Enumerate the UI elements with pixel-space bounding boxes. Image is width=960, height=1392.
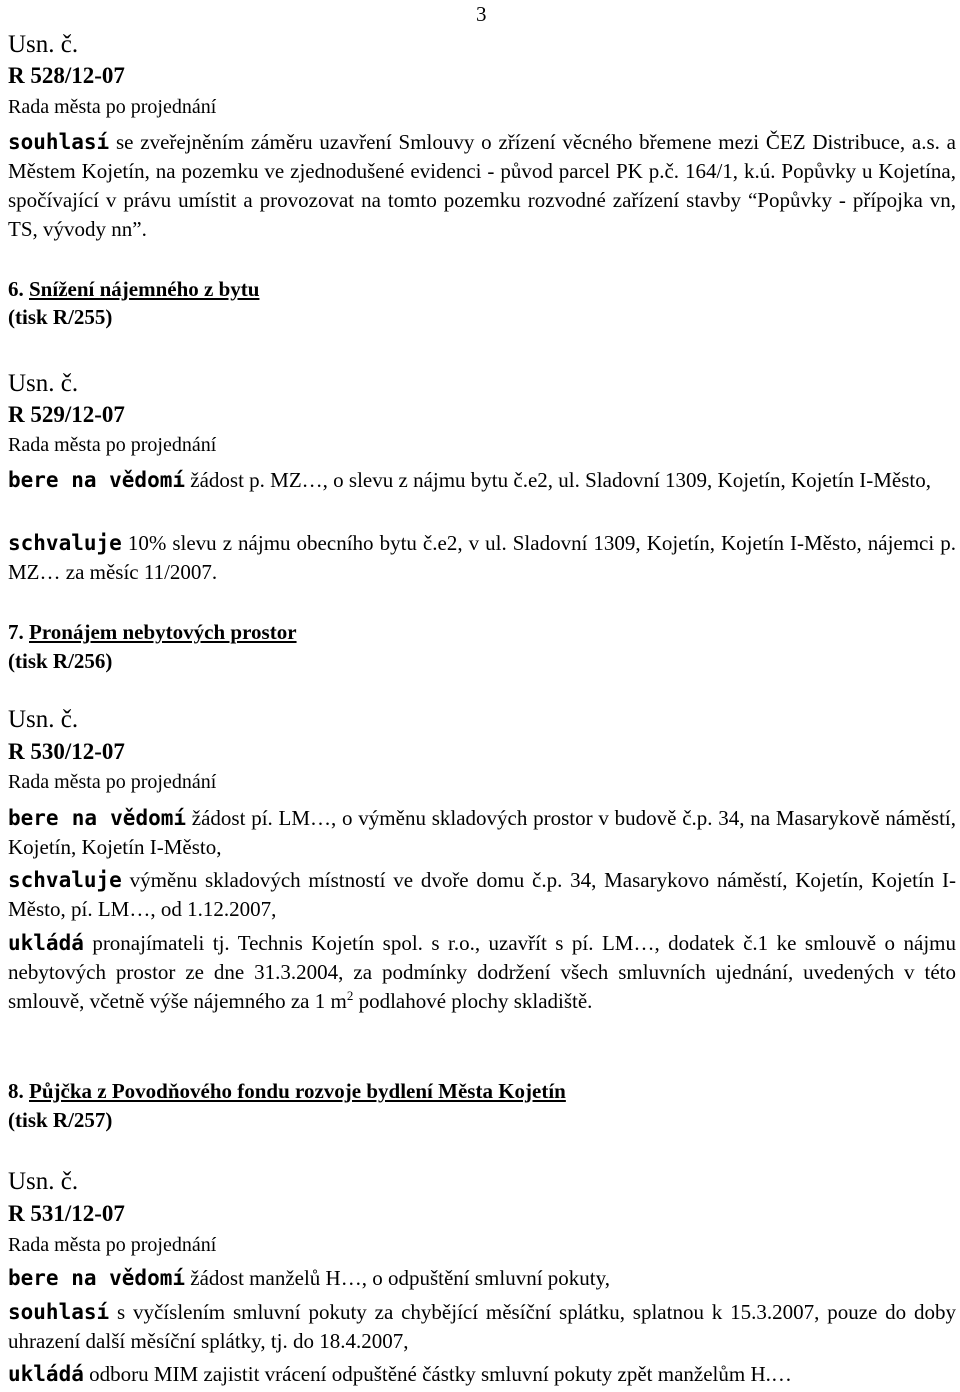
print-reference: (tisk R/256) (8, 649, 113, 673)
paragraph-text: žádost pí. LM…, o výměnu skladových prostor v budově č.p. 34, na Masarykově náměstí, Kojetín, Kojetín I-Město, (8, 806, 956, 859)
paragraph-text: žádost p. MZ…, o slevu z nájmu bytu č.e2, ul. Sladovní 1309, Kojetín, Kojetín I-Město, (185, 468, 931, 492)
keyword-bere-na-vedomi: bere na vědomí (8, 806, 187, 830)
paragraph-text: výměnu skladových místností ve dvoře domu č.p. 34, Masarykovo náměstí, Kojetín, Kojetín I-Město, pí. LM…, od 1.12.2007, (8, 868, 956, 921)
paragraph-text: odboru MIM zajistit vrácení odpuštěné částky smluvní pokuty zpět manželům H.… (83, 1362, 792, 1386)
keyword-souhlasi: souhlasí (8, 1300, 110, 1324)
resolution-paragraph (8, 804, 956, 862)
paragraph-text: pronajímateli tj. Technis Kojetín spol. s r.o., uzavřít s pí. LM…, dodatek č.1 ke smlouvě o nájmu nebytových prostor ze dne 31.3.2004, za podmínky dodržení všech smluvních ujednání, uvedených v této smlouvě, včetně výše nájemného za 1 m (8, 931, 956, 1013)
section-number: 7. (8, 620, 29, 644)
council-intro: Rada města po projednání (8, 96, 217, 118)
keyword-schvaluje: schvaluje (8, 531, 122, 555)
keyword-bere-na-vedomi: bere na vědomí (8, 1266, 186, 1290)
section-title: Pronájem nebytových prostor (29, 620, 297, 644)
resolution-number: R 528/12-07 (8, 63, 125, 88)
resolution-paragraph (8, 128, 956, 244)
resolution-paragraph (8, 866, 956, 924)
paragraph-text: s vyčíslením smluvní pokuty za chybějící měsíční splátku, splatnou k 15.3.2007, pouze do doby uhrazení další měsíční splátky, tj. do 18.4.2007, (8, 1300, 956, 1353)
resolution-paragraph (8, 1298, 956, 1356)
resolution-number: R 531/12-07 (8, 1201, 125, 1226)
keyword-uklada: ukládá (8, 931, 84, 955)
resolution-label: Usn. č. (8, 706, 79, 733)
keyword-souhlasi: souhlasí (8, 130, 110, 154)
resolution-number: R 530/12-07 (8, 739, 125, 764)
resolution-paragraph (8, 529, 956, 587)
paragraph-text: podlahové plochy skladiště. (353, 989, 593, 1013)
resolution-paragraph (8, 1264, 956, 1293)
section-title: Snížení nájemného z bytu (29, 277, 260, 301)
section-number: 6. (8, 277, 29, 301)
council-intro: Rada města po projednání (8, 434, 217, 456)
resolution-label: Usn. č. (8, 1168, 79, 1195)
section-heading (8, 1077, 956, 1105)
resolution-number: R 529/12-07 (8, 402, 125, 427)
keyword-bere-na-vedomi: bere na vědomí (8, 468, 186, 492)
resolution-label: Usn. č. (8, 370, 79, 397)
section-heading (8, 618, 956, 646)
paragraph-text: se zveřejněním záměru uzavření Smlouvy o zřízení věcného břemene mezi ČEZ Distribuce, a.s. a Městem Kojetín, na pozemku ve zjednodušené evidenci - původ parcel PK p.č. 164/1, k.ú. Popůvky u Kojetína, spočívající v právu umístit a provozovat na tomto pozemku rozvodné zařízení stavby “Popůvky - přípojka vn, TS, vývody nn”. (8, 130, 956, 241)
resolution-paragraph (8, 466, 956, 495)
council-intro: Rada města po projednání (8, 771, 217, 793)
section-heading (8, 275, 956, 303)
keyword-schvaluje: schvaluje (8, 868, 122, 892)
page-number: 3 (476, 2, 487, 26)
paragraph-text: 10% slevu z nájmu obecního bytu č.e2, v ul. Sladovní 1309, Kojetín, Kojetín I-Město, nájemci p. MZ… za měsíc 11/2007. (8, 531, 956, 584)
keyword-uklada: ukládá (8, 1362, 84, 1386)
section-number: 8. (8, 1079, 29, 1103)
superscript: 2 (346, 988, 354, 1003)
print-reference: (tisk R/257) (8, 1108, 113, 1132)
print-reference: (tisk R/255) (8, 305, 113, 329)
council-intro: Rada města po projednání (8, 1234, 217, 1256)
resolution-paragraph (8, 1360, 956, 1389)
resolution-paragraph (8, 929, 956, 1016)
paragraph-text: žádost manželů H…, o odpuštění smluvní pokuty, (185, 1266, 611, 1290)
section-title: Půjčka z Povodňového fondu rozvoje bydlení Města Kojetín (29, 1079, 566, 1103)
resolution-label: Usn. č. (8, 31, 79, 58)
